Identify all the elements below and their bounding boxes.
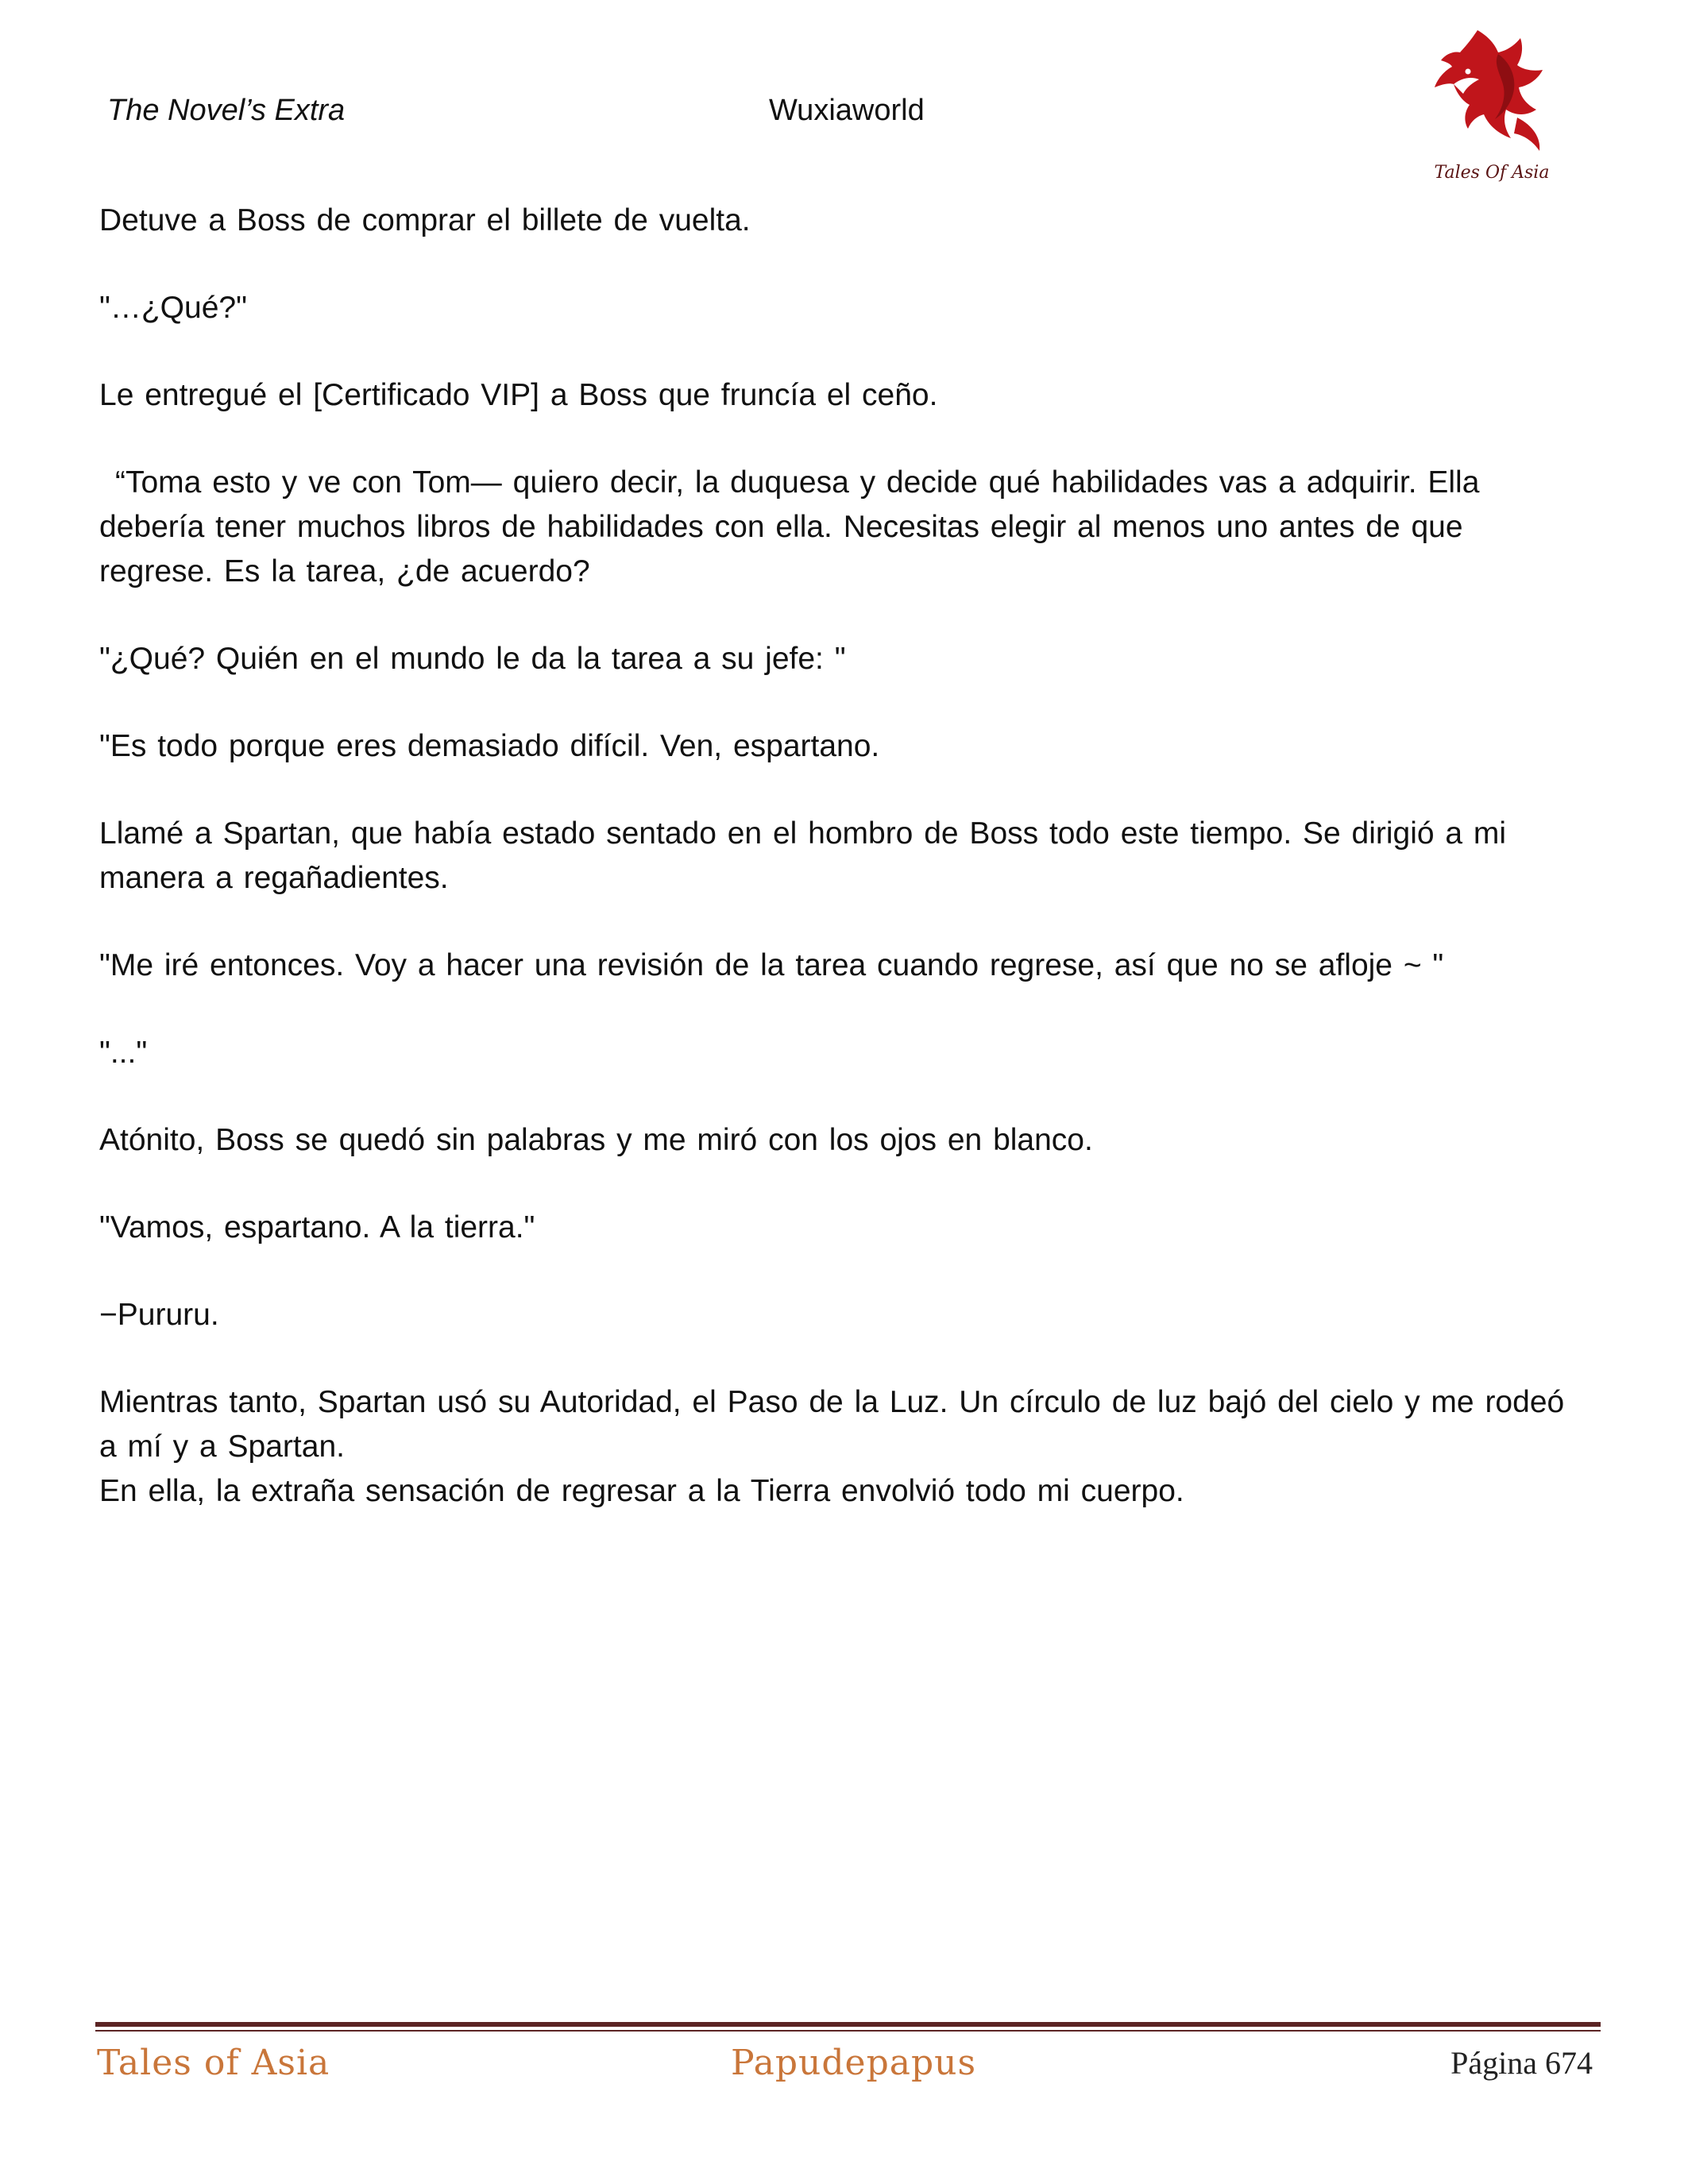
paragraph: "Es todo porque eres demasiado difícil. Ven, espartano. [99,729,880,763]
header-novel-title: The Novel’s Extra [107,94,346,127]
logo-text: Tales Of Asia [1434,163,1550,183]
paragraph: "..." [99,1036,148,1070]
paragraph: Detuve a Boss de comprar el billete de vuelta. [99,203,751,237]
page-number: Página 674 [1450,2045,1593,2081]
tales-of-asia-dragon-logo [1422,22,1561,189]
paragraph: "…¿Qué?" [99,291,247,325]
footer-translator: Papudepapus [731,2043,977,2083]
footer-divider-thin [95,2030,1601,2032]
footer-divider [95,2022,1601,2027]
paragraph: Llamé a Spartan, que había estado sentado en el hombro de Boss todo este tiempo. Se dirigió a mi manera a regañadientes. [99,816,1507,895]
paragraph: “Toma esto y ve con Tom— quiero decir, la duquesa y decide qué habilidades vas a adquirir. Ella debería tener muchos libros de habilidades con ella. Necesitas elegir al menos uno antes de que regrese. Es la tarea, ¿de acuerdo? [99,465,1480,588]
paragraph: Mientras tanto, Spartan usó su Autoridad, el Paso de la Luz. Un círculo de luz bajó del cielo y me rodeó a mí y a Spartan. [99,1385,1565,1464]
chapter-body [99,199,1577,1557]
paragraph: Le entregué el [Certificado VIP] a Boss que fruncía el ceño. [99,378,938,412]
paragraph: "Me iré entonces. Voy a hacer una revisión de la tarea cuando regrese, así que no se afloje ~ " [99,948,1444,982]
paragraph: En ella, la extraña sensación de regresar a la Tierra envolvió todo mi cuerpo. [99,1474,1184,1508]
footer-publisher: Tales of Asia [97,2043,330,2083]
paragraph: "Vamos, espartano. A la tierra." [99,1210,535,1244]
paragraph: "¿Qué? Quién en el mundo le da la tarea a su jefe: " [99,642,846,676]
paragraph: −Pururu. [99,1298,219,1332]
header-site-name: Wuxiaworld [769,94,925,127]
paragraph: Atónito, Boss se quedó sin palabras y me miró con los ojos en blanco. [99,1123,1093,1157]
